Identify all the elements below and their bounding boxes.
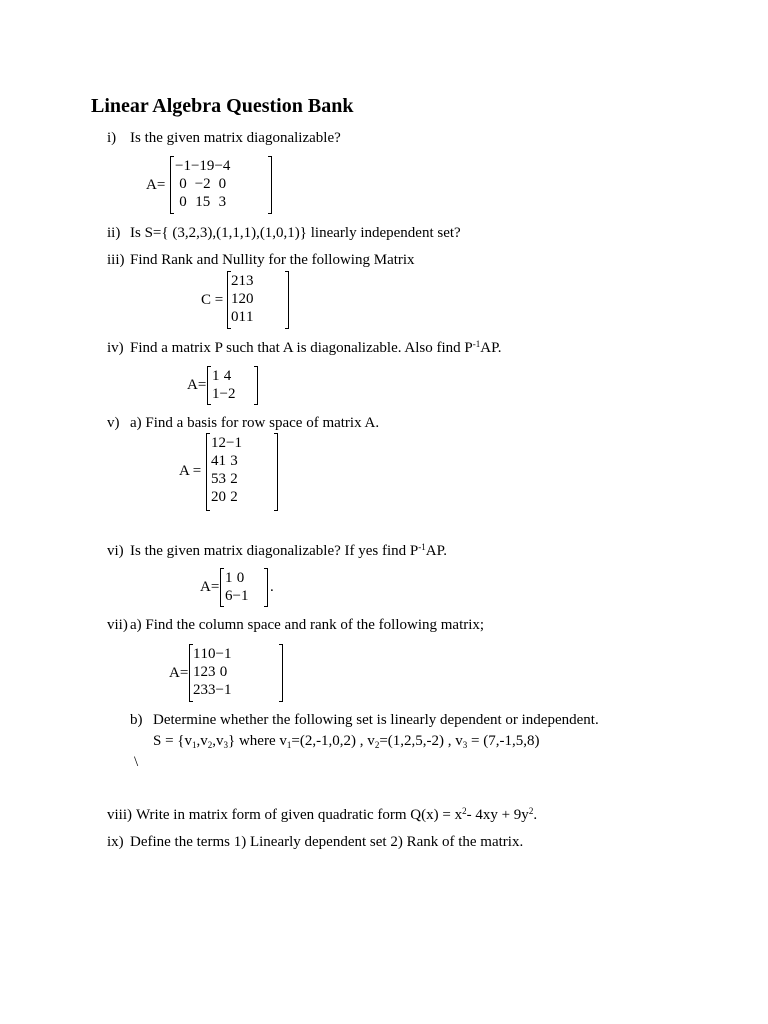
matrix-cell: 1 — [211, 435, 219, 451]
question-text: a) Find a basis for row space of matrix A. — [130, 415, 380, 431]
set-text: } where v — [228, 733, 287, 749]
matrix-cell: 0 — [246, 291, 254, 307]
matrix-cell: 2 — [238, 291, 246, 307]
question-text: Is S={ (3,2,3),(1,1,1),(1,0,1)} linearly independent set? — [130, 225, 461, 241]
matrix-cell: 3 — [230, 453, 238, 469]
subscript: 3 — [462, 740, 468, 750]
set-text: S = {v — [153, 733, 193, 749]
matrix-cell: 5 — [211, 471, 219, 487]
matrix-grid — [212, 367, 235, 403]
question-number: vi) — [107, 543, 124, 559]
matrix-cell: 0 — [219, 664, 228, 680]
question-text-part: Write in matrix form of given quadratic form Q(x) = x — [136, 807, 463, 823]
matrix-grid — [225, 569, 248, 605]
subquestion-label: b) — [130, 712, 143, 728]
right-bracket — [279, 644, 283, 702]
matrix-row — [175, 157, 230, 175]
question-number: iii) — [107, 252, 125, 268]
matrix-cell: 1 — [193, 646, 201, 662]
set-text: = (7,-1,5,8) — [467, 733, 540, 749]
matrix-cell: 3 — [208, 682, 216, 698]
matrix-cell: −2 — [219, 386, 236, 402]
matrix-cell: −2 — [194, 176, 211, 192]
question-number: i) — [107, 130, 117, 146]
matrix-cell: −1 — [232, 588, 249, 604]
right-bracket — [285, 271, 289, 329]
matrix-cell: 15 — [195, 194, 211, 210]
matrix-cell: 1 — [193, 664, 201, 680]
matrix-row — [193, 681, 231, 699]
subscript: 1 — [286, 740, 292, 750]
matrix-cell: 4 — [211, 453, 219, 469]
matrix-label: A = — [179, 463, 202, 479]
matrix-row — [211, 488, 242, 506]
question-text — [130, 542, 447, 560]
set-text: ,v — [212, 733, 224, 749]
set-text: =(2,-1,0,2) , v — [291, 733, 375, 749]
question-text-part: Is the given matrix diagonalizable? If yes find P — [130, 543, 419, 559]
matrix-cell: −1 — [215, 682, 232, 698]
question-text-part: - 4xy + 9y — [466, 807, 529, 823]
matrix-row — [231, 290, 254, 308]
question-text-part: AP. — [480, 340, 502, 356]
left-bracket — [170, 156, 174, 214]
superscript: 2 — [528, 806, 534, 816]
matrix-cell: 6 — [225, 588, 233, 604]
question-text: Find Rank and Nullity for the following Matrix — [130, 252, 415, 268]
question-text-part: Find a matrix P such that A is diagonalizable. Also find P — [130, 340, 473, 356]
matrix-cell: 1 — [218, 453, 226, 469]
matrix-cell: 1 — [212, 368, 220, 384]
matrix-row — [175, 193, 230, 211]
left-bracket — [206, 433, 210, 511]
matrix-row — [231, 272, 254, 290]
matrix-label: A= — [187, 377, 207, 393]
matrix-cell: 0 — [218, 176, 227, 192]
question-text-part: . — [533, 807, 538, 823]
stray-backslash: \ — [134, 754, 139, 770]
question-text: Is the given matrix diagonalizable? — [130, 130, 341, 146]
subscript: 1 — [192, 740, 197, 750]
question-number: vii) — [107, 617, 128, 633]
matrix-cell: 3 — [208, 664, 216, 680]
matrix-cell: 0 — [218, 489, 226, 505]
question-number: iv) — [107, 340, 124, 356]
question-text — [136, 806, 537, 824]
superscript: -1 — [472, 339, 481, 349]
left-bracket — [220, 568, 224, 607]
matrix-cell: 0 — [179, 176, 187, 192]
matrix-cell: 1 — [200, 646, 208, 662]
matrix-grid — [211, 434, 242, 506]
matrix-cell: 3 — [218, 471, 226, 487]
matrix-cell: 3 — [218, 194, 227, 210]
question-text — [130, 339, 502, 357]
matrix-cell: −4 — [214, 158, 231, 174]
matrix-cell: −19 — [190, 158, 215, 174]
matrix-row — [212, 385, 235, 403]
matrix-row — [225, 569, 248, 587]
matrix-cell: 1 — [225, 570, 233, 586]
subscript: 2 — [207, 740, 213, 750]
matrix-grid — [193, 645, 231, 699]
subquestion-text: Determine whether the following set is linearly dependent or independent. — [153, 712, 599, 728]
matrix-cell: 0 — [208, 646, 216, 662]
question-number: viii) — [107, 807, 132, 823]
question-text: Define the terms 1) Linearly dependent set 2) Rank of the matrix. — [130, 834, 524, 850]
question-number: v) — [107, 415, 120, 431]
matrix-cell: 1 — [231, 291, 239, 307]
matrix-row — [211, 470, 242, 488]
matrix-cell: 2 — [218, 435, 226, 451]
matrix-cell: 0 — [236, 570, 245, 586]
set-definition — [153, 732, 539, 750]
question-text-part: AP. — [425, 543, 448, 559]
superscript: 2 — [462, 806, 467, 816]
matrix-row — [193, 663, 231, 681]
matrix-label: A= — [169, 665, 189, 681]
matrix-row — [193, 645, 231, 663]
matrix-cell: 2 — [193, 682, 201, 698]
page-title: Linear Algebra Question Bank — [91, 95, 354, 117]
right-bracket — [268, 156, 272, 214]
trailing-period: . — [270, 579, 274, 595]
matrix-cell: 0 — [231, 309, 239, 325]
matrix-grid — [231, 272, 254, 326]
set-text: =(1,2,5,-2) , v — [379, 733, 463, 749]
matrix-row — [231, 308, 254, 326]
matrix-cell: 1 — [212, 386, 220, 402]
subscript: 2 — [374, 740, 380, 750]
question-number: ii) — [107, 225, 121, 241]
matrix-row — [175, 175, 230, 193]
matrix-cell: 1 — [238, 309, 246, 325]
matrix-cell: 4 — [223, 368, 232, 384]
matrix-cell: 1 — [246, 309, 254, 325]
subscript: 3 — [223, 740, 229, 750]
right-bracket — [264, 568, 268, 607]
left-bracket — [207, 366, 211, 405]
matrix-cell: 2 — [231, 273, 239, 289]
matrix-cell: 3 — [200, 682, 208, 698]
matrix-cell: 2 — [211, 489, 219, 505]
matrix-row — [211, 452, 242, 470]
question-number: ix) — [107, 834, 124, 850]
matrix-cell: 2 — [230, 471, 238, 487]
question-text: a) Find the column space and rank of the following matrix; — [130, 617, 485, 633]
matrix-label: A= — [200, 579, 220, 595]
matrix-cell: 2 — [200, 664, 208, 680]
matrix-row — [211, 434, 242, 452]
right-bracket — [254, 366, 258, 405]
matrix-cell: 1 — [238, 273, 246, 289]
matrix-row — [225, 587, 248, 605]
matrix-cell: 2 — [230, 489, 238, 505]
superscript: -1 — [418, 542, 426, 552]
matrix-label: C = — [201, 292, 224, 308]
matrix-cell: −1 — [226, 435, 242, 451]
right-bracket — [274, 433, 278, 511]
matrix-grid — [175, 157, 230, 211]
set-text: ,v — [196, 733, 208, 749]
matrix-label: A= — [146, 177, 166, 193]
matrix-cell: 3 — [246, 273, 254, 289]
matrix-row — [212, 367, 235, 385]
matrix-cell: −1 — [175, 158, 191, 174]
matrix-cell: −1 — [215, 646, 232, 662]
matrix-cell: 0 — [179, 194, 187, 210]
